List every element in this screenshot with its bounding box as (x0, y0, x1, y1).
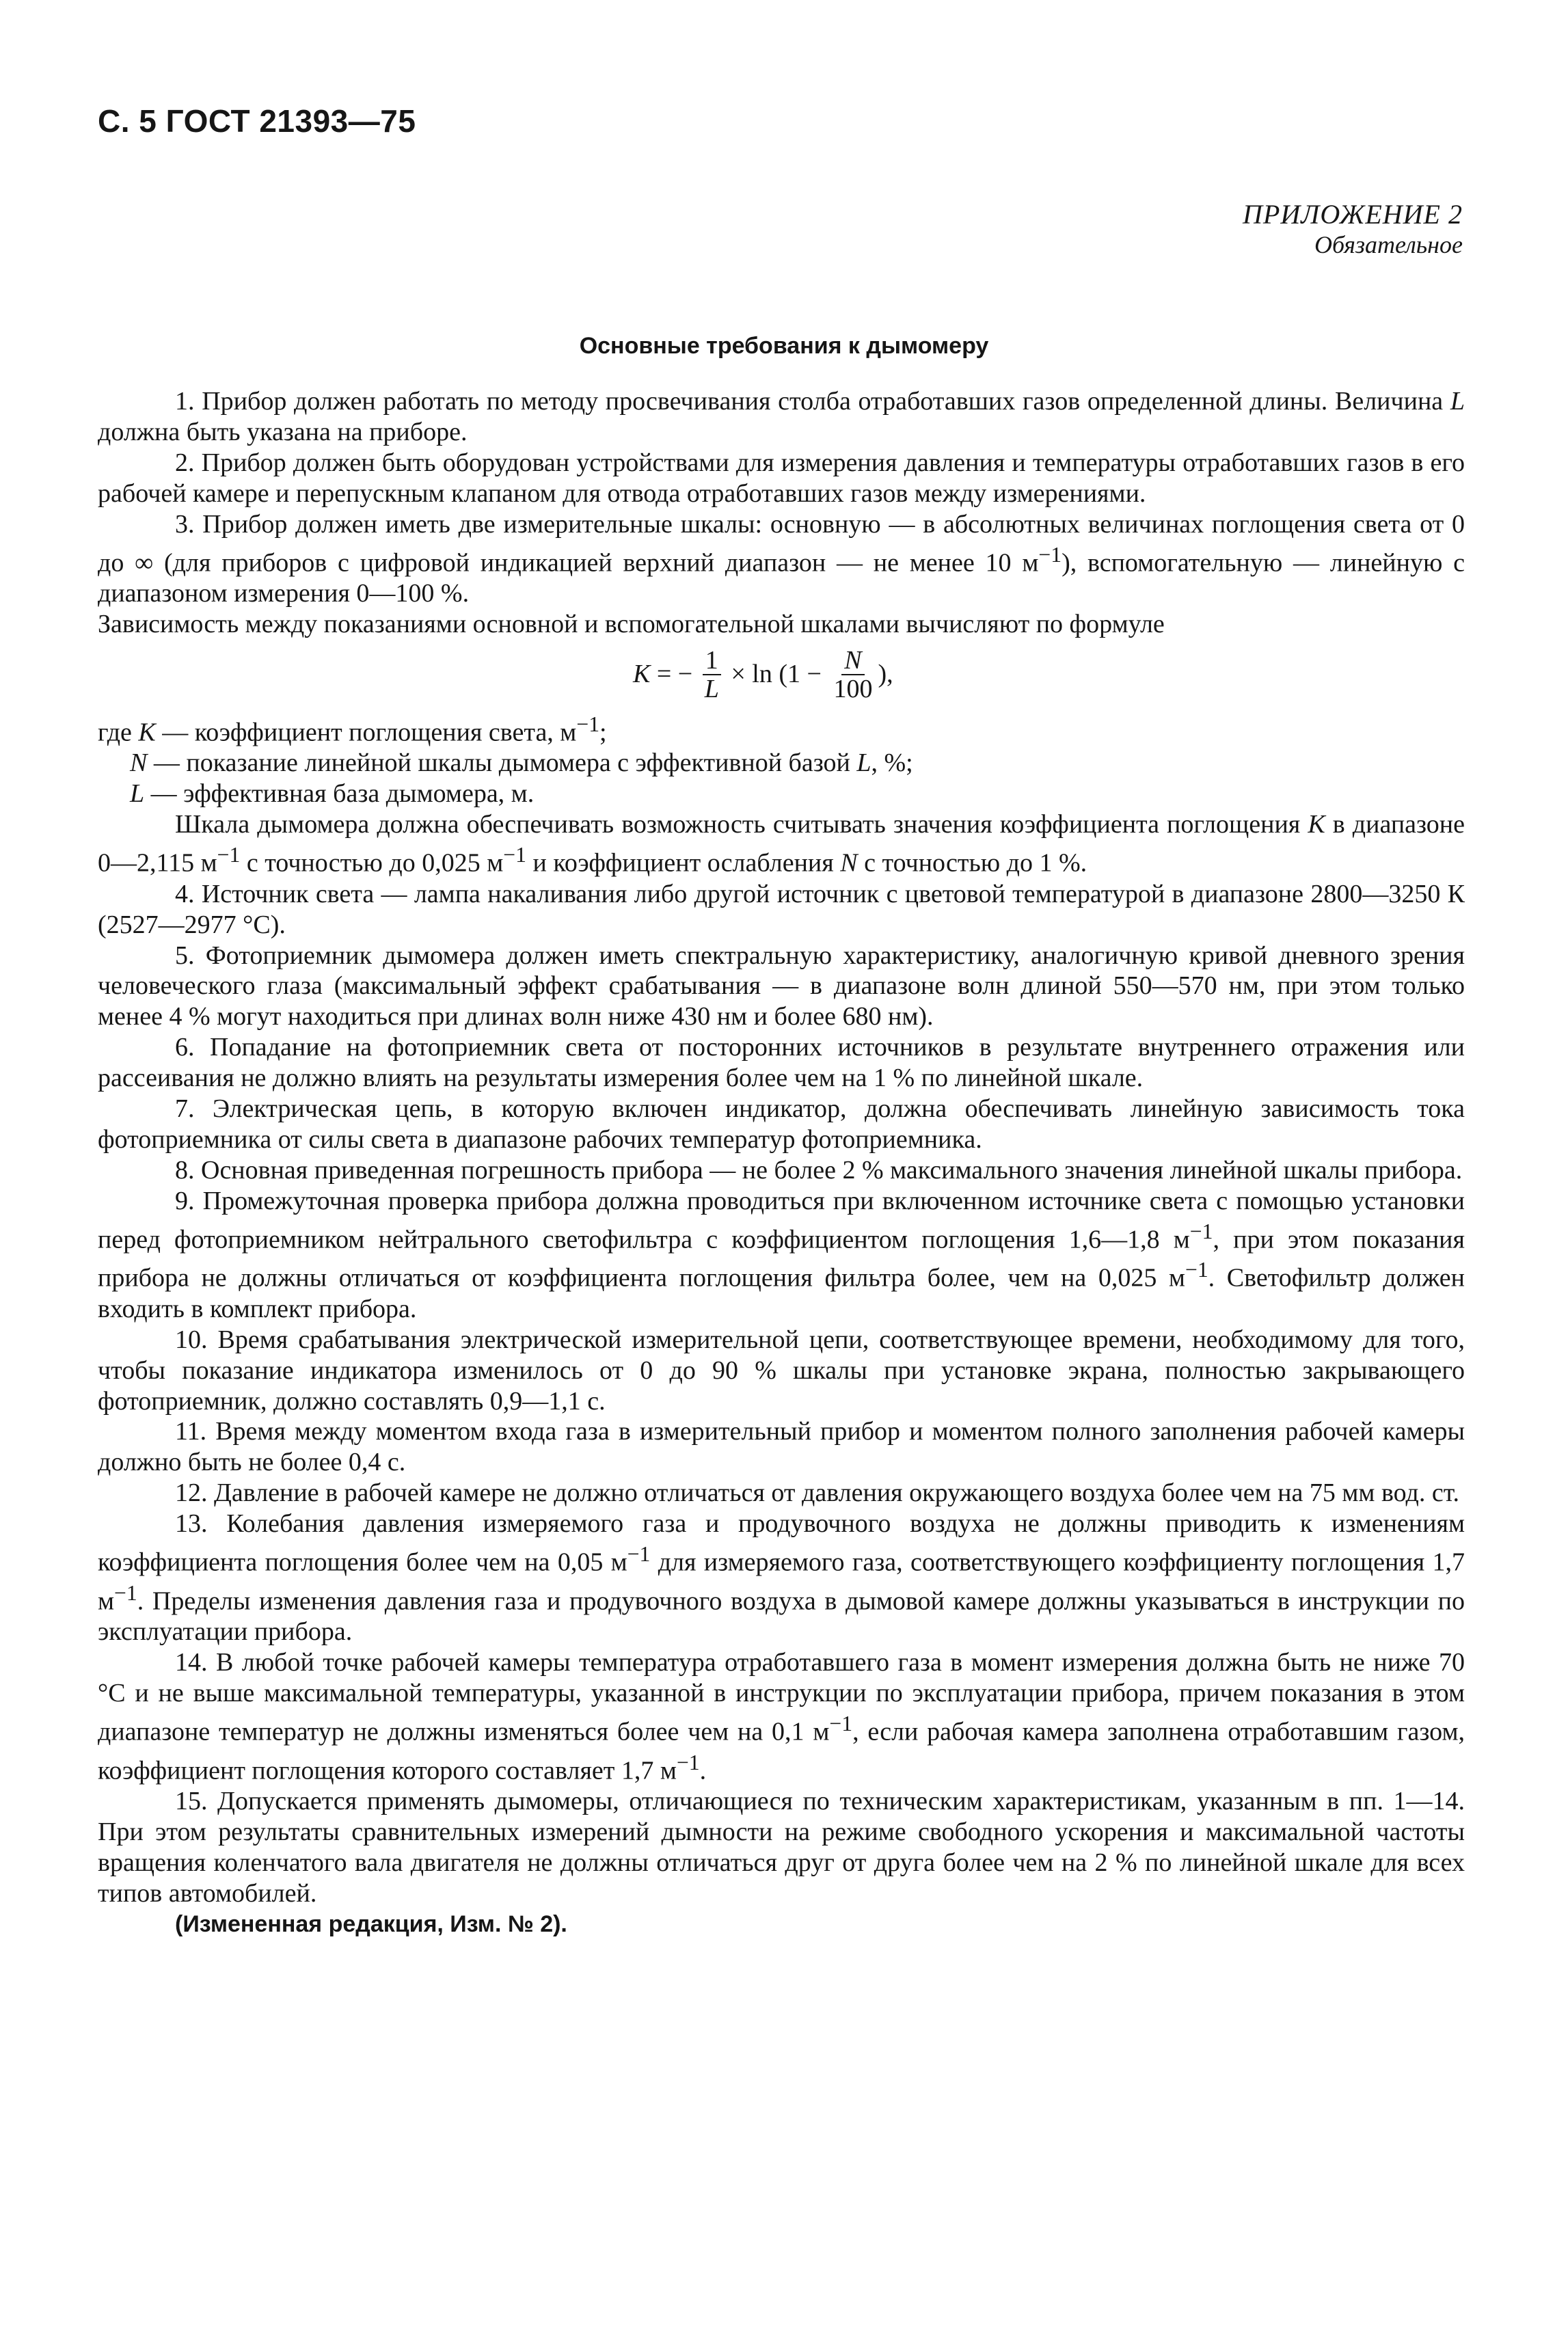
paragraph-13: 13. Колебания давления измеряемого газа и продувочного воздуха не должны приводить к изменениям коэффициента поглощения более чем на 0,05 $м^{-1}$ для измеряемого газа, соответствующего коэффициенту поглощения 1,7 $м^{-1}$. Пределы изменения давления газа и продувочного воздуха в дымовой камере должны указываться в инструкции по эксплуатации прибора. (98, 1509, 1465, 1647)
page-header: С. 5 ГОСТ 21393—75 (98, 103, 416, 139)
appendix-status: Обязательное (1314, 231, 1463, 259)
scale-paragraph: Шкала дымомера должна обеспечивать возможность считывать значения коэффициента поглощения K в диапазоне 0—2,115 $м^{-1}$ с точностью до 0,025 $м^{-1}$ и коэффициент ослабления N с точностью до 1 %. (98, 810, 1465, 878)
fraction-denominator: 100 (833, 674, 873, 703)
paragraph-4: 4. Источник света — лампа накаливания либо другой источник с цветовой температурой в диапазоне 2800—3250 К (2527—2977 °С). (98, 879, 1465, 939)
formula (98, 640, 1465, 710)
formula-log: × ln (1 − (724, 660, 828, 689)
formula-end: ), (878, 660, 893, 689)
paragraph-5: 5. Фотоприемник дымомера должен иметь спектральную характеристику, аналогичную кривой дневного зрения человеческого глаза (максимальный эффект срабатывания — в диапазоне волн длиной 550—570 нм, при этом только менее 4 % могут находиться при длинах волн ниже 430 нм и более 680 нм). (98, 941, 1465, 1031)
paragraph-11: 11. Время между моментом входа газа в измерительный прибор и моментом полного заполнения рабочей камеры должно быть не более 0,4 с. (98, 1417, 1465, 1477)
fraction-1-over-L (702, 647, 722, 703)
formula-eq: = − (650, 660, 699, 689)
paragraph-14: 14. В любой точке рабочей камеры температура отработавшего газа в момент измерения должна быть не ниже 70 °С и не выше максимальной температуры, указанной в инструкции по эксплуатации прибора, причем показания в этом диапазоне температур не должны изменяться более чем на 0,1 $м^{-1}$, если рабочая камера заполнена отработавшим газом, коэффициент поглощения которого составляет 1,7 $м^{-1}$. (98, 1648, 1465, 1785)
paragraph-1: 1. Прибор должен работать по методу просвечивания столба отработавших газов определенной длины. Величина L должна быть указана на приборе. (98, 387, 1465, 446)
paragraph-8: 8. Основная приведенная погрешность прибора — не более 2 % максимального значения линейной шкалы прибора. (175, 1155, 1463, 1185)
paragraph-3: 3. Прибор должен иметь две измерительные шкалы: основную — в абсолютных величинах поглощения света от 0 до ∞ (для приборов с цифровой индикацией верхний диапазон — не менее 10 $м^{-1}$), вспомогательную — линейную с диапазоном измерения 0—100 %. (98, 509, 1465, 608)
formula-intro: Зависимость между показаниями основной и вспомогательной шкалами вычисляют по формуле (98, 610, 1165, 638)
where-N: N — показание линейной шкалы дымомера с эффективной базой L, %; (130, 748, 913, 778)
paragraph-6: 6. Попадание на фотоприемник света от посторонних источников в результате внутреннего отражения или рассеивания не должно влиять на результаты измерения более чем на 1 % по линейной шкале. (98, 1033, 1465, 1093)
paragraph-12: 12. Давление в рабочей камере не должно отличаться от давления окружающего воздуха более чем на 75 мм вод. ст. (175, 1478, 1459, 1508)
where-K: где K — коэффициент поглощения света, $м^{-1}$; (98, 712, 607, 747)
paragraph-7: 7. Электрическая цепь, в которую включен индикатор, должна обеспечивать линейную зависимость тока фотоприемника от силы света в диапазоне рабочих температур фотоприемника. (98, 1094, 1465, 1154)
formula-lhs: K (633, 660, 651, 689)
amendment-note: (Измененная редакция, Изм. № 2). (175, 1910, 567, 1937)
document-body (98, 386, 1465, 1940)
paragraph-15: 15. Допускается применять дымомеры, отличающиеся по техническим характеристикам, указанным в пп. 1—14. При этом результаты сравнительных измерений дымности на режиме свободного ускорения и максимальной частоты вращения коленчатого вала двигателя не должны отличаться друг от друга более чем на 2 % по линейной шкале для всех типов автомобилей. (98, 1787, 1465, 1908)
fraction-denominator: L (704, 674, 719, 703)
fraction-numerator: 1 (703, 647, 721, 675)
where-L: L — эффективная база дымомера, м. (130, 779, 535, 809)
fraction-N-over-100 (830, 647, 875, 703)
paragraph-9: 9. Промежуточная проверка прибора должна проводиться при включенном источнике света с помощью установки перед фотоприемником нейтрального светофильтра с коэффициентом поглощения 1,6—1,8 $м^{-1}$, при этом показания прибора не должны отличаться от коэффициента поглощения фильтра более, чем на 0,025 $м^{-1}$. Светофильтр должен входить в комплект прибора. (98, 1186, 1465, 1323)
section-title: Основные требования к дымомеру (579, 333, 989, 359)
appendix-label: ПРИЛОЖЕНИЕ 2 (1243, 199, 1463, 230)
paragraph-2: 2. Прибор должен быть оборудован устройствами для измерения давления и температуры отработавших газов в его рабочей камере и перепускным клапаном для отвода отработавших газов между измерениями. (98, 448, 1465, 508)
paragraph-10: 10. Время срабатывания электрической измерительной цепи, соответствующее времени, необходимому для того, чтобы показание индикатора изменилось от 0 до 90 % шкалы при установке экрана, полностью закрывающего фотоприемник, должно составлять 0,9—1,1 с. (98, 1325, 1465, 1416)
fraction-numerator: N (841, 647, 864, 675)
appendix-block (1243, 198, 1463, 260)
